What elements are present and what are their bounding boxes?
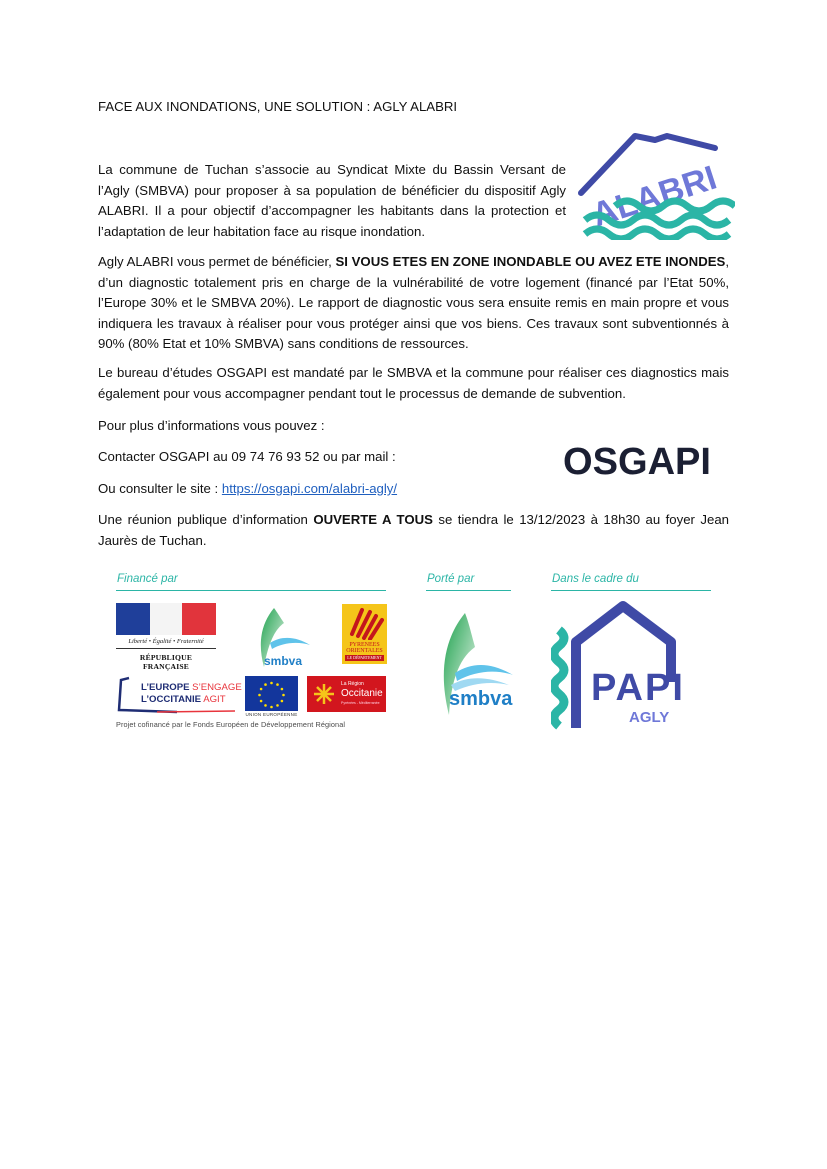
paragraph-meeting: Une réunion publique d’information OUVERTE A TOUS se tiendra le 13/12/2023 à 18h30 au foyer Jean Jaurès de Tuchan. bbox=[98, 512, 729, 548]
svg-text:AGLY: AGLY bbox=[629, 709, 670, 726]
smbva-logo-small bbox=[252, 605, 322, 670]
label-finance-par: Financé par bbox=[117, 573, 178, 585]
emphasis-zone-inondable: SI VOUS ETES EN ZONE INONDABLE OU AVEZ ETE INONDES bbox=[335, 254, 726, 269]
svg-text:OSGAPI: OSGAPI bbox=[563, 442, 711, 478]
label-porte-par: Porté par bbox=[427, 573, 475, 585]
paragraph-more-info: Pour plus d’informations vous pouvez : bbox=[98, 418, 325, 433]
svg-text:smbva: smbva bbox=[449, 688, 513, 710]
paragraph-website: Ou consulter le site : https://osgapi.com/alabri-agly/ bbox=[98, 481, 398, 496]
alabri-logo bbox=[575, 128, 735, 240]
paragraph-intro: La commune de Tuchan s’associe au Syndicat Mixte du Bassin Versant de l’Agly (SMBVA) pour proposer à sa population de bénéficier du dispositif Agly ALABRI. Il a pour objectif d’accompagner les habitants dans la protection et l’adaptation de leur habitation face au risque inondation. bbox=[98, 162, 566, 239]
website-link[interactable]: https://osgapi.com/alabri-agly/ bbox=[221, 481, 398, 496]
osgapi-logo bbox=[563, 442, 713, 478]
pyrenees-orientales-logo: PYRENEES ORIENTALES LE DÉPARTEMENT bbox=[342, 604, 387, 664]
region-occitanie-logo: La Région Occitanie Pyrénées - Méditerranée bbox=[307, 676, 386, 712]
europe-occitanie-logo: L’EUROPE S’ENGAGE L’OCCITANIE AGIT bbox=[117, 676, 239, 714]
eu-caption: UNION EUROPÉENNE bbox=[245, 712, 298, 717]
eu-flag-icon bbox=[245, 676, 298, 711]
svg-text:PAPI: PAPI bbox=[591, 667, 685, 709]
paragraph-diagnostic: Agly ALABRI vous permet de bénéficier, SI VOUS ETES EN ZONE INONDABLE OU AVEZ ETE INONDES, d’un diagnostic totalement pris en charge de la vulnérabilité de votre logement (financé par l’Etat 50%, l’Europe 30% et le SMBVA 20%). Le rapport de diagnostic vous sera ensuite remis en main propre et vous indiquera les travaux à réaliser pour vous protéger ainsi que vos biens. Ces travaux sont subventionnés à 90% (80% Etat et 10% SMBVA) sans conditions de ressources. bbox=[98, 254, 729, 352]
feder-caption: Projet cofinancé par le Fonds Européen de Développement Régional bbox=[116, 720, 346, 729]
paragraph-osgapi: Le bureau d’études OSGAPI est mandaté par le SMBVA et la commune pour réaliser ces diagnostics mais également pour vous accompagner pendant tout le processus de demande de subvention. bbox=[98, 365, 729, 401]
smbva-logo-large bbox=[425, 605, 515, 720]
paragraph-contact: Contacter OSGAPI au 09 74 76 93 52 ou par mail : bbox=[98, 449, 396, 464]
alabri-logo-text: ALABRI bbox=[587, 158, 722, 235]
divider bbox=[116, 590, 386, 591]
papi-agly-logo bbox=[551, 600, 716, 730]
republique-francaise-logo: Liberté • Égalité • Fraternité RÉPUBLIQUE FRANÇAISE bbox=[116, 603, 216, 665]
emphasis-ouverte-a-tous: OUVERTE A TOUS bbox=[313, 512, 433, 527]
divider bbox=[551, 590, 711, 591]
svg-text:smbva: smbva bbox=[264, 654, 303, 668]
divider bbox=[426, 590, 511, 591]
label-dans-le-cadre: Dans le cadre du bbox=[552, 573, 639, 585]
document-title: FACE AUX INONDATIONS, UNE SOLUTION : AGLY ALABRI bbox=[98, 99, 458, 114]
